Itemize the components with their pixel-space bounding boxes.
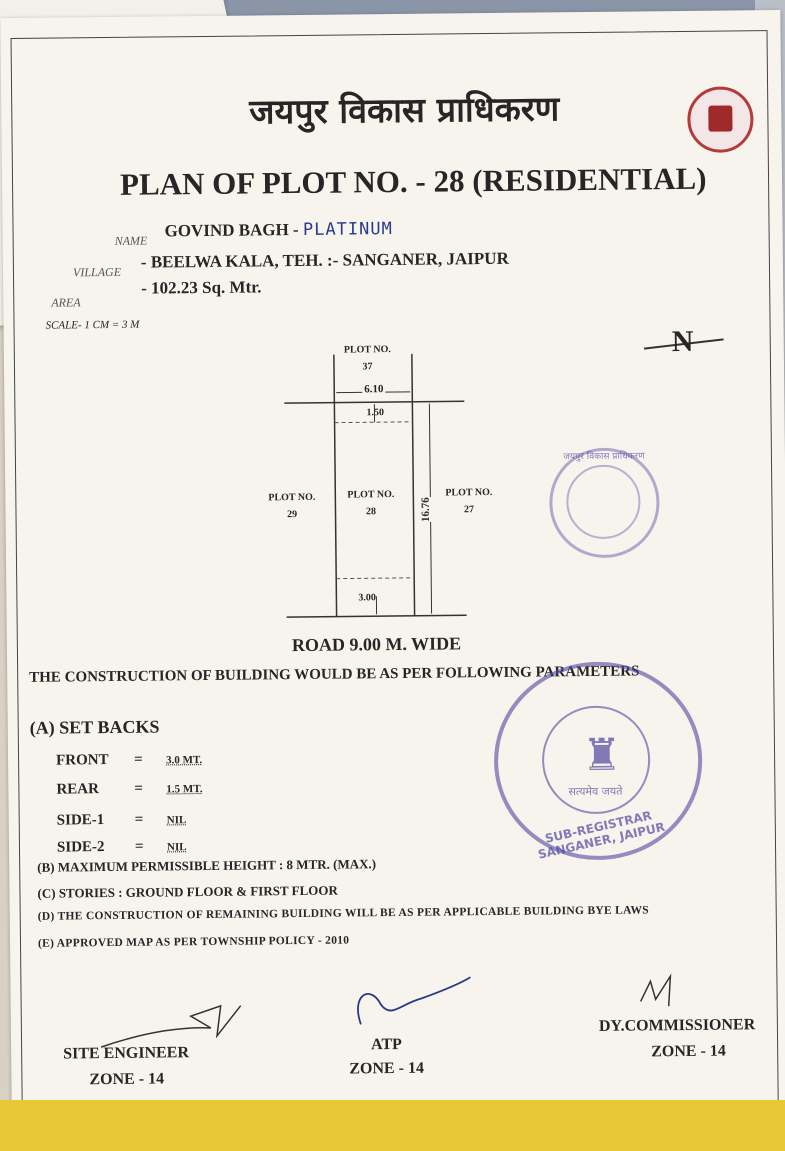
- scheme-value: GOVIND BAGH -: [164, 219, 304, 241]
- north-label: N: [671, 324, 694, 359]
- area-label: AREA: [51, 295, 81, 310]
- parameters-heading: THE CONSTRUCTION OF BUILDING WOULD BE AS PER FOLLOWING PARAMETERS: [29, 663, 640, 686]
- village-label: VILLAGE: [72, 264, 122, 280]
- plot-diagram: [274, 330, 737, 635]
- setback-value: 3.0 MT.: [166, 754, 203, 767]
- width-dimension: 6.10: [364, 383, 384, 396]
- road-boundary: [287, 615, 467, 617]
- max-height: (B) MAXIMUM PERMISSIBLE HEIGHT : 8 MTR. (MAX.): [37, 856, 377, 875]
- remaining-construction: (D) THE CONSTRUCTION OF REMAINING BUILDING WILL BE AS PER APPLICABLE BUILDING BYE LAWS: [37, 904, 650, 923]
- setback-eq: =: [134, 751, 143, 768]
- top-plot-label: [344, 344, 391, 372]
- plot-right-boundary: [412, 354, 415, 616]
- dy-commissioner-signature: [640, 976, 670, 1006]
- setback-label: SIDE-2: [56, 839, 105, 856]
- dy-commissioner-title: DY.COMMISSIONER: [598, 1016, 756, 1035]
- setback-row: [56, 750, 202, 770]
- setback-eq: =: [134, 838, 144, 855]
- site-engineer-zone: ZONE - 14: [89, 1070, 165, 1089]
- setback-label: REAR: [56, 781, 99, 798]
- center-plot-label: [347, 489, 394, 517]
- plot-left-boundary: [334, 355, 337, 617]
- center-plot-text: PLOT NO.: [347, 489, 395, 501]
- jda-round-stamp-text: जयपुर विकास प्राधिकरण: [563, 451, 645, 463]
- left-plot-text: PLOT NO.: [268, 491, 316, 504]
- front-setback-line: [335, 422, 413, 423]
- site-engineer-title: SITE ENGINEER: [63, 1044, 190, 1063]
- front-setback-dimension: 1.50: [366, 407, 385, 419]
- plot-plan-document: [0, 10, 785, 1108]
- center-plot-number: 28: [365, 506, 377, 518]
- approved-map: (E) APPROVED MAP AS PER TOWNSHIP POLICY - 2010: [37, 934, 350, 950]
- right-plot-label: [445, 487, 492, 515]
- scheme-label: NAME: [114, 233, 148, 248]
- setback-row: [57, 810, 187, 829]
- scheme-handwritten: PLATINUM: [302, 219, 393, 240]
- stories: (C) STORIES : GROUND FLOOR & FIRST FLOOR: [37, 882, 338, 901]
- setback-row: [56, 779, 202, 799]
- atp-signature: [358, 977, 471, 1024]
- road-label: ROAD 9.00 M. WIDE: [291, 633, 462, 656]
- dy-commissioner-zone: ZONE - 14: [651, 1042, 726, 1061]
- sub-registrar-stamp: [493, 661, 703, 861]
- rear-setback-dimension: 3.00: [358, 592, 376, 604]
- setback-value: NIL: [166, 841, 187, 854]
- atp-zone: ZONE - 14: [349, 1059, 425, 1078]
- top-plot-text: PLOT NO.: [343, 344, 391, 356]
- setback-value: 1.5 MT.: [166, 783, 203, 796]
- left-plot-number: 29: [286, 509, 298, 521]
- right-plot-number: 27: [463, 504, 475, 516]
- scale-label: SCALE- 1 CM = 3 M: [45, 318, 140, 332]
- village-value: - BEELWA KALA, TEH. :- SANGANER, JAIPUR: [140, 248, 509, 272]
- setback-row: [57, 837, 187, 856]
- area-value: - 102.23 Sq. Mtr.: [141, 277, 262, 298]
- depth-dimension: 16.76: [419, 497, 432, 523]
- plan-title: PLAN OF PLOT NO. - 28 (RESIDENTIAL): [119, 160, 707, 202]
- authority-name: जयपुर विकास प्राधिकरण: [249, 89, 560, 133]
- north-arrow: [644, 324, 734, 365]
- jda-logo: [687, 86, 754, 153]
- stamp-registrar-text: SUB-REGISTRAR SANGANER, JAIPUR: [536, 808, 667, 862]
- setback-label: SIDE-1: [56, 812, 105, 829]
- left-plot-label: [268, 492, 315, 520]
- jda-logo-inner: [708, 105, 732, 131]
- emblem-icon: ♜: [581, 729, 622, 782]
- setback-eq: =: [134, 811, 144, 828]
- top-boundary: [284, 401, 464, 403]
- site-engineer-signature: [101, 1006, 241, 1047]
- background-bottom-strip: [0, 1100, 785, 1151]
- right-plot-text: PLOT NO.: [445, 486, 493, 499]
- scheme-name: [164, 219, 392, 241]
- atp-title: ATP: [370, 1035, 402, 1054]
- jda-round-stamp: [549, 447, 660, 558]
- rear-setback-line: [336, 578, 414, 579]
- setback-eq: =: [134, 780, 144, 797]
- setback-label: FRONT: [56, 752, 109, 769]
- stamp-motto: सत्यमेव जयते: [568, 784, 623, 799]
- setback-value: NIL: [166, 814, 187, 827]
- jda-round-stamp-inner: [566, 464, 641, 539]
- top-plot-number: 37: [362, 361, 373, 373]
- setbacks-heading: (A) SET BACKS: [29, 716, 160, 738]
